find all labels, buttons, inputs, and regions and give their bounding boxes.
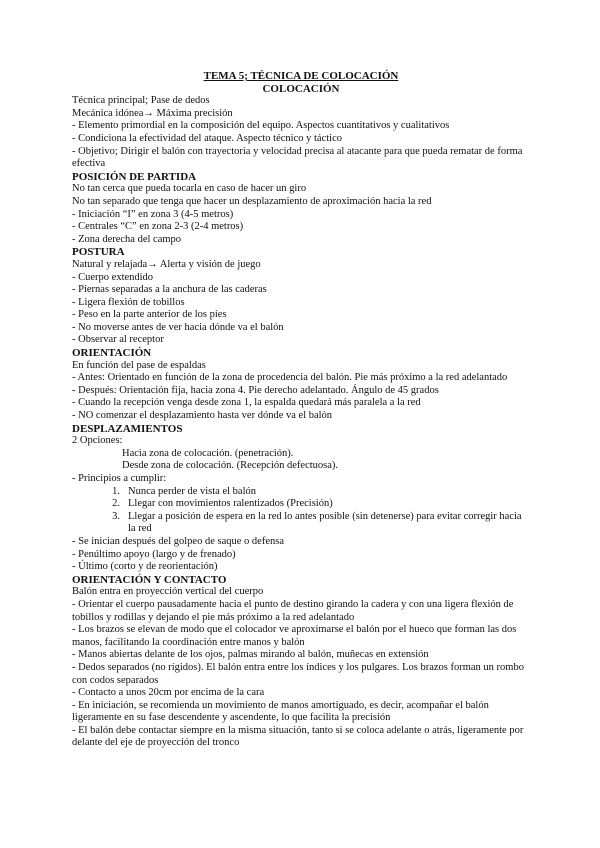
section-line: No tan cerca que pueda tocarla en caso de hacer un giro: [72, 183, 307, 195]
section-line: - No moverse antes de ver hacia dónde va el balón: [72, 321, 284, 333]
list-item: [72, 486, 530, 499]
section-line: - Antes: Orientado en función de la zona de procedencia del balón. Pie más próximo a la red adelantado: [72, 372, 508, 384]
section-line: Balón entra en proyección vertical del cuerpo: [72, 586, 264, 598]
list-item: [72, 498, 530, 511]
section-heading: POSTURA: [72, 246, 125, 259]
section-line: - Cuando la recepción venga desde zona 1, la espalda quedará más paralela a la red: [72, 397, 421, 409]
section-line: - Ligera flexión de tobillos: [72, 296, 185, 308]
section-heading: DESPLAZAMIENTOS: [72, 422, 183, 435]
section-line: - Iniciación “I” en zona 3 (4-5 metros): [72, 208, 234, 220]
intro-line: Técnica principal; Pase de dedos: [72, 95, 210, 107]
section-line: - Último (corto y de reorientación): [72, 561, 218, 573]
page-title: TEMA 5; TÉCNICA DE COLOCACIÓN: [203, 70, 399, 82]
section-line: - Después: Orientación fija, hacia zona 4. Pie derecho adelantado. Ángulo de 45 grados: [72, 384, 439, 396]
opciones-label: 2 Opciones:: [72, 435, 123, 447]
list-number: 2.: [112, 498, 120, 510]
section-line: - Cuerpo extendido: [72, 271, 154, 283]
section-line: - NO comenzar el desplazamiento hasta ver dónde va el balón: [72, 410, 333, 422]
section-line: - Contacto a unos 20cm por encima de la cara: [72, 687, 265, 699]
section-line: No tan separado que tenga que hacer un desplazamiento de aproximación hacia la red: [72, 195, 432, 207]
section-line: - Dedos separados (no rígidos). El balón entra entre los índices y los pulgares. Los brazos forman un rombo con codos separados: [72, 661, 524, 686]
list-text: Nunca perder de vista el balón: [128, 485, 256, 497]
section-line: - Manos abiertas delante de los ojos, palmas mirando al balón, muñecas en extensión: [72, 649, 429, 661]
opcion-item: Desde zona de colocación. (Recepción defectuosa).: [122, 460, 339, 472]
principios-list: [72, 486, 530, 536]
section-heading: POSICIÓN DE PARTIDA: [72, 170, 197, 183]
intro-line: - Condiciona la efectividad del ataque. Aspecto técnico y táctico: [72, 132, 342, 144]
intro-line: Mecánica idónea→ Máxima precisión: [72, 107, 233, 119]
opcion-item: Hacia zona de colocación. (penetración).: [122, 447, 294, 459]
section-line: En función del pase de espaldas: [72, 359, 206, 371]
section-heading: ORIENTACIÓN: [72, 347, 152, 360]
page-subtitle: COLOCACIÓN: [262, 82, 340, 95]
section-line: - Se inician después del golpeo de saque o defensa: [72, 535, 284, 547]
document-page: [72, 70, 530, 750]
posicion-section: [72, 171, 530, 247]
section-line: - Peso en la parte anterior de los pies: [72, 309, 227, 321]
section-line: Natural y relajada→ Alerta y visión de juego: [72, 258, 261, 270]
intro-line: - Elemento primordial en la composición del equipo. Aspectos cuantitativos y cualitativos: [72, 120, 450, 132]
intro-section: [72, 95, 530, 171]
section-line: - Orientar el cuerpo pausadamente hacia el punto de destino girando la cadera y con una ligera flexión de tobillos y rodillas y dejando el pie más próximo a la red adelantado: [72, 598, 514, 623]
section-line: - Piernas separadas a la anchura de las caderas: [72, 284, 267, 296]
section-line: - Los brazos se elevan de modo que el colocador ve aproximarse el balón por el hueco que forman las dos manos, facilitando la coordinación entre manos y balón: [72, 624, 517, 648]
postura-section: [72, 246, 530, 347]
list-text: Llegar con movimientos ralentizados (Precisión): [128, 498, 333, 510]
section-heading: ORIENTACIÓN Y CONTACTO: [72, 573, 227, 586]
section-line: - Centrales “C” en zona 2-3 (2-4 metros): [72, 221, 244, 233]
section-line: - El balón debe contactar siempre en la misma situación, tanto si se coloca adelante o atrás, ligeramente por delante del eje de proyección del tronco: [72, 724, 524, 749]
list-text: Llegar a posición de espera en la red lo antes posible (sin detenerse) para evitar corregir hacia la red: [128, 510, 522, 535]
intro-line: - Objetivo; Dirigir el balón con trayectoria y velocidad precisa al atacante para que pueda rematar de forma efectiva: [72, 145, 523, 170]
list-number: 3.: [112, 510, 120, 522]
list-number: 1.: [112, 485, 120, 497]
principios-label: - Principios a cumplir:: [72, 473, 167, 484]
section-line: - Penúltimo apoyo (largo y de frenado): [72, 548, 236, 560]
section-line: - En iniciación, se recomienda un movimiento de manos amortiguado, es decir, acompañar el balón ligeramente en su fase descendente y ascendente, lo que facilita la precisión: [72, 699, 489, 724]
orientacion-section: [72, 347, 530, 423]
contacto-section: [72, 574, 530, 750]
list-item: [72, 511, 530, 536]
section-line: - Observar al receptor: [72, 334, 164, 346]
desplazamientos-section: [72, 423, 530, 574]
section-line: - Zona derecha del campo: [72, 233, 182, 245]
